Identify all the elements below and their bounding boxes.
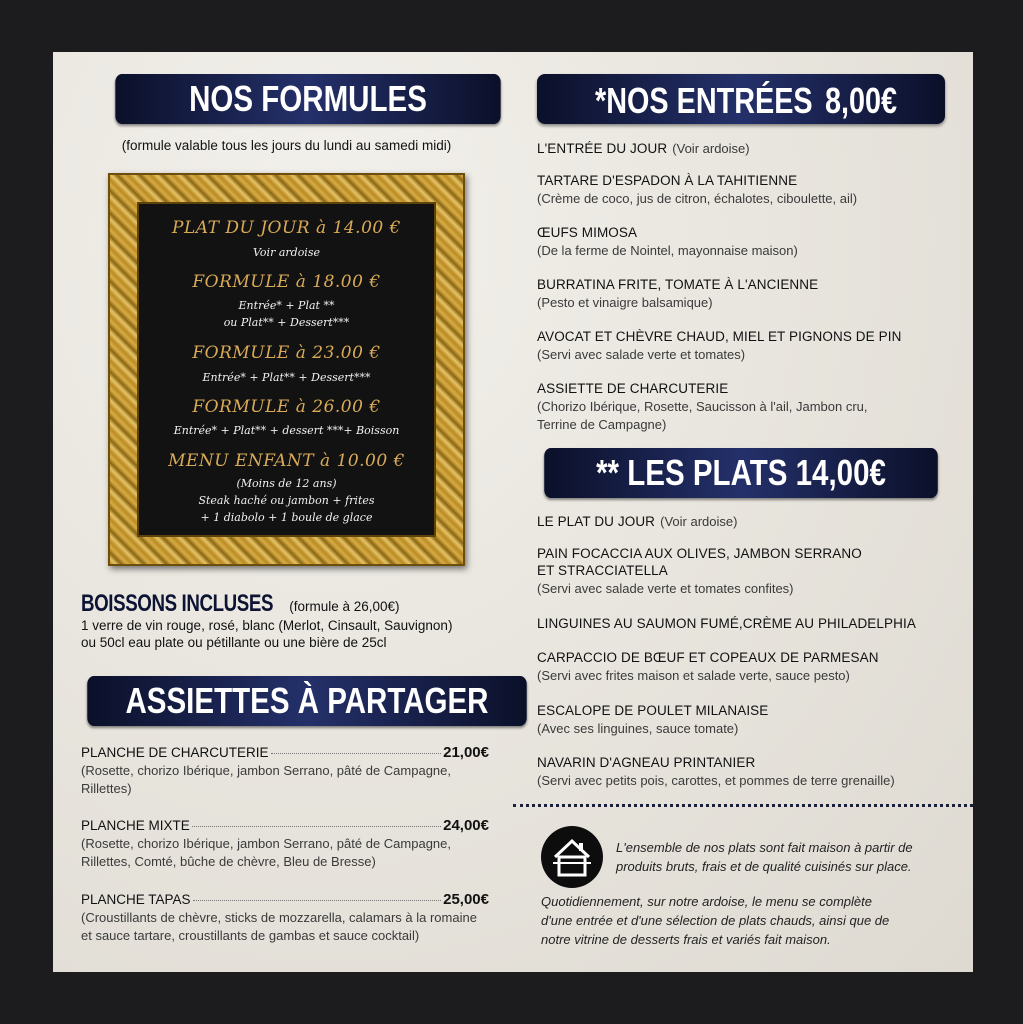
item-desc: (Servi avec salade verte et tomates): [537, 347, 746, 362]
item-desc: (Croustillants de chèvre, sticks de mozzarella, calamars à la romaine: [81, 910, 477, 925]
note-line: notre vitrine de desserts frais et variés fait maison.: [541, 932, 831, 947]
item-name: L'ENTRÉE DU JOUR: [537, 141, 668, 156]
board-line: Steak haché ou jambon + frites: [198, 494, 375, 507]
formules-title: NOS FORMULES: [189, 78, 427, 119]
item-desc: (Servi avec frites maison et salade verte, sauce pesto): [537, 668, 850, 683]
board-head-formule-26: FORMULE à 26.00 €: [192, 397, 381, 417]
leader-dots: [192, 826, 441, 827]
board-line: Voir ardoise: [253, 246, 320, 259]
list-item: [81, 744, 489, 761]
formules-subtitle: (formule valable tous les jours du lundi au samedi midi): [121, 138, 452, 153]
item-desc: Rillettes, Comté, bûche de chèvre, Bleu de Bresse): [81, 854, 376, 869]
item-desc: (Rosette, chorizo Ibérique, jambon Serrano, pâté de Campagne,: [81, 763, 451, 778]
item-name: ŒUFS MIMOSA: [537, 225, 638, 240]
item-name: ASSIETTE DE CHARCUTERIE: [537, 381, 729, 396]
item-name: TARTARE D'ESPADON À LA TAHITIENNE: [537, 173, 798, 188]
board-head-formule-18: FORMULE à 18.00 €: [192, 272, 381, 292]
board-line: Entrée* + Plat** + Dessert***: [202, 371, 371, 384]
boissons-block: [81, 590, 521, 650]
item-inline: (Voir ardoise): [660, 514, 738, 529]
list-item: [537, 138, 750, 157]
item-desc: Terrine de Campagne): [537, 417, 667, 432]
assiettes-title: ASSIETTES À PARTAGER: [125, 680, 489, 721]
chalkboard-frame: [108, 173, 465, 566]
item-desc: (De la ferme de Nointel, mayonnaise maison): [537, 243, 798, 258]
item-name: BURRATINA FRITE, TOMATE À L'ANCIENNE: [537, 277, 819, 292]
note-line: Quotidiennement, sur notre ardoise, le menu se complète: [541, 894, 872, 909]
formules-banner: [115, 74, 500, 124]
boissons-line1: 1 verre de vin rouge, rosé, blanc (Merlot, Cinsault, Sauvignon): [81, 618, 453, 633]
boissons-note: (formule à 26,00€): [289, 599, 400, 614]
item-name: ESCALOPE DE POULET MILANAISE: [537, 703, 769, 718]
assiettes-banner: [87, 676, 527, 726]
board-line: (Moins de 12 ans): [236, 477, 337, 490]
list-item: [537, 511, 737, 530]
item-desc: Rillettes): [81, 781, 132, 796]
plats-title: ** LES PLATS 14,00€: [596, 452, 886, 493]
item-inline: (Voir ardoise): [672, 141, 750, 156]
dotted-divider: [513, 804, 973, 807]
item-name: PLANCHE DE CHARCUTERIE: [81, 745, 269, 760]
house-icon: [541, 826, 603, 888]
item-desc: (Pesto et vinaigre balsamique): [537, 295, 713, 310]
item-name-line2: ET STRACCIATELLA: [537, 563, 668, 578]
item-desc: (Rosette, chorizo Ibérique, jambon Serrano, pâté de Campagne,: [81, 836, 451, 851]
item-name: PLANCHE MIXTE: [81, 818, 190, 833]
board-line: ou Plat** + Dessert***: [223, 316, 350, 329]
item-name: PAIN FOCACCIA AUX OLIVES, JAMBON SERRANO: [537, 546, 862, 561]
item-name: CARPACCIO DE BŒUF ET COPEAUX DE PARMESAN: [537, 650, 879, 665]
footer-note-1: [616, 838, 961, 876]
list-item: [81, 891, 489, 908]
entrees-price: 8,00€: [825, 80, 898, 121]
item-price: 24,00€: [443, 817, 489, 834]
list-item: [81, 817, 489, 834]
item-desc: et sauce tartare, croustillants de gambas et sauce cocktail): [81, 928, 420, 943]
leader-dots: [271, 753, 442, 754]
item-price: 25,00€: [443, 891, 489, 908]
board-line: Entrée* + Plat** + dessert ***+ Boisson: [173, 424, 400, 437]
entrees-title: *NOS ENTRÉES: [595, 80, 813, 121]
board-line: Entrée* + Plat **: [238, 299, 335, 312]
item-desc: (Crème de coco, jus de citron, échalotes, ciboulette, ail): [537, 191, 858, 206]
note-line: d'une entrée et d'une sélection de plats chauds, ainsi que de: [541, 913, 890, 928]
item-desc: (Servi avec petits pois, carottes, et pommes de terre grenaille): [537, 773, 895, 788]
item-name: LE PLAT DU JOUR: [537, 514, 656, 529]
item-name: PLANCHE TAPAS: [81, 892, 191, 907]
board-head-menu-enfant: MENU ENFANT à 10.00 €: [168, 451, 405, 471]
item-price: 21,00€: [443, 744, 489, 761]
item-desc: (Chorizo Ibérique, Rosette, Saucisson à l'ail, Jambon cru,: [537, 399, 868, 414]
item-name: NAVARIN D'AGNEAU PRINTANIER: [537, 755, 756, 770]
boissons-line2: ou 50cl eau plate ou pétillante ou une bière de 25cl: [81, 635, 387, 650]
board-head-formule-23: FORMULE à 23.00 €: [192, 343, 381, 363]
item-name: LINGUINES AU SAUMON FUMÉ,CRÈME AU PHILADELPHIA: [537, 616, 916, 631]
plats-banner: [544, 448, 938, 498]
item-desc: (Avec ses linguines, sauce tomate): [537, 721, 739, 736]
footer-note-2: [541, 892, 961, 949]
entrees-banner: [537, 74, 945, 124]
note-line: produits bruts, frais et de qualité cuisinés sur place.: [616, 859, 912, 874]
leader-dots: [193, 900, 442, 901]
board-head-plat: PLAT DU JOUR à 14.00 €: [172, 218, 401, 238]
board-line: + 1 diabolo + 1 boule de glace: [200, 511, 373, 524]
item-name: AVOCAT ET CHÈVRE CHAUD, MIEL ET PIGNONS DE PIN: [537, 329, 902, 344]
boissons-title: BOISSONS INCLUSES: [81, 590, 274, 617]
item-desc: (Servi avec salade verte et tomates confites): [537, 581, 794, 596]
menu-page: [53, 52, 973, 972]
chalkboard: [137, 202, 436, 537]
note-line: L'ensemble de nos plats sont fait maison à partir de: [616, 840, 913, 855]
